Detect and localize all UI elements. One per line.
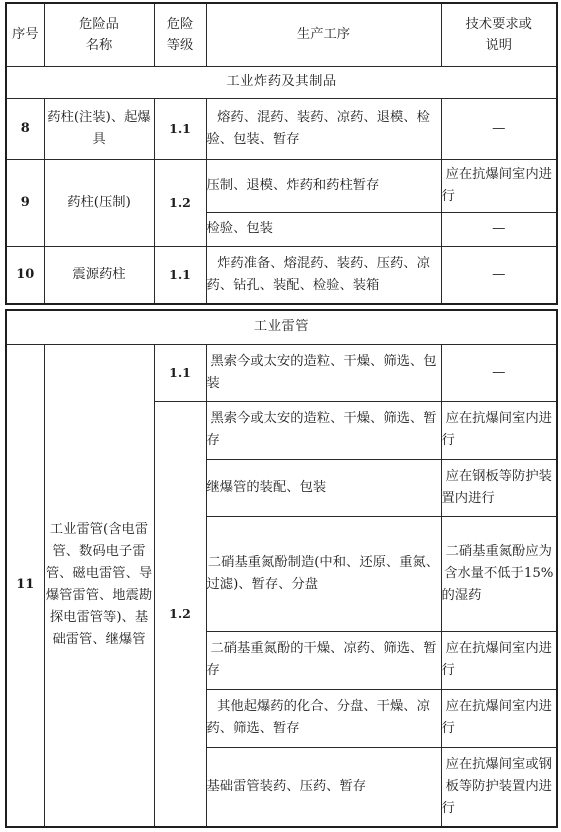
header-name-line: 名称 <box>85 37 113 53</box>
section-header-row <box>6 66 557 98</box>
header-level-line: 危险 <box>166 16 194 32</box>
header-level-cell <box>154 3 206 66</box>
hazard-table-part-2 <box>5 309 558 828</box>
process-cell: 继爆管的装配、包装 <box>206 459 441 516</box>
hazard-level-cell: 1.1 <box>154 98 206 159</box>
header-level-line: 等级 <box>166 37 194 53</box>
hazard-table-part-1 <box>5 2 558 305</box>
requirement-cell: 应在抗爆间室或钢板等防护装置内进行 <box>441 747 557 827</box>
requirement-cell: 二硝基重氮酚应为含水量不低于15%的湿药 <box>441 516 557 631</box>
requirement-cell: 应在抗爆间室内进行 <box>441 159 557 212</box>
requirement-cell: 应在抗爆间室内进行 <box>441 631 557 689</box>
data-row <box>6 344 557 401</box>
hazard-level-cell: 1.1 <box>154 344 206 401</box>
item-name-cell: 药柱(压制) <box>44 159 154 246</box>
requirement-cell: — <box>441 212 557 246</box>
requirement-cell: — <box>441 98 557 159</box>
header-process-cell: 生产工序 <box>206 3 441 66</box>
data-row <box>6 98 557 159</box>
data-row <box>6 246 557 304</box>
header-name-line: 危险品 <box>79 16 119 32</box>
requirement-cell: — <box>441 344 557 401</box>
process-cell: 炸药准备、熔混药、装药、压药、凉药、钻孔、装配、检验、装箱 <box>206 246 441 304</box>
requirement-cell: 应在钢板等防护装置内进行 <box>441 459 557 516</box>
data-row <box>6 159 557 212</box>
header-seq-cell: 序号 <box>6 3 44 66</box>
requirement-cell: — <box>441 246 557 304</box>
seq-cell: 10 <box>6 246 44 304</box>
process-cell: 熔药、混药、装药、凉药、退模、检验、包装、暂存 <box>206 98 441 159</box>
process-cell: 检验、包装 <box>206 212 441 246</box>
header-remark-cell <box>441 3 557 66</box>
requirement-cell: 应在抗爆间室内进行 <box>441 401 557 459</box>
process-cell: 二硝基重氮酚制造(中和、还原、重氮、过滤)、暂存、分盘 <box>206 516 441 631</box>
section-title-cell: 工业雷管 <box>6 310 557 344</box>
item-name-cell: 震源药柱 <box>44 246 154 304</box>
seq-cell: 11 <box>6 344 44 827</box>
process-cell: 压制、退模、炸药和药柱暂存 <box>206 159 441 212</box>
header-row <box>6 3 557 66</box>
section-title-cell: 工业炸药及其制品 <box>6 66 557 98</box>
process-cell: 黑索今或太安的造粒、干燥、筛选、包装 <box>206 344 441 401</box>
header-remark-line: 技术要求或 <box>465 16 532 32</box>
header-remark-line: 说明 <box>485 37 513 53</box>
process-cell: 基础雷管装药、压药、暂存 <box>206 747 441 827</box>
hazard-level-cell: 1.1 <box>154 246 206 304</box>
process-cell: 二硝基重氮酚的干燥、凉药、筛选、暂存 <box>206 631 441 689</box>
requirement-cell: 应在抗爆间室内进行 <box>441 689 557 747</box>
process-cell: 黑索今或太安的造粒、干燥、筛选、暂存 <box>206 401 441 459</box>
section-header-row <box>6 310 557 344</box>
item-name-cell: 工业雷管(含电雷管、数码电子雷管、磁电雷管、导爆管雷管、地震勘探电雷管等)、基础雷管、继爆管 <box>44 344 154 827</box>
seq-cell: 8 <box>6 98 44 159</box>
hazard-level-cell: 1.2 <box>154 159 206 246</box>
seq-cell: 9 <box>6 159 44 246</box>
hazard-level-cell: 1.2 <box>154 401 206 827</box>
header-name-cell <box>44 3 154 66</box>
item-name-cell: 药柱(注装)、起爆具 <box>44 98 154 159</box>
process-cell: 其他起爆药的化合、分盘、干燥、凉药、筛选、暂存 <box>206 689 441 747</box>
